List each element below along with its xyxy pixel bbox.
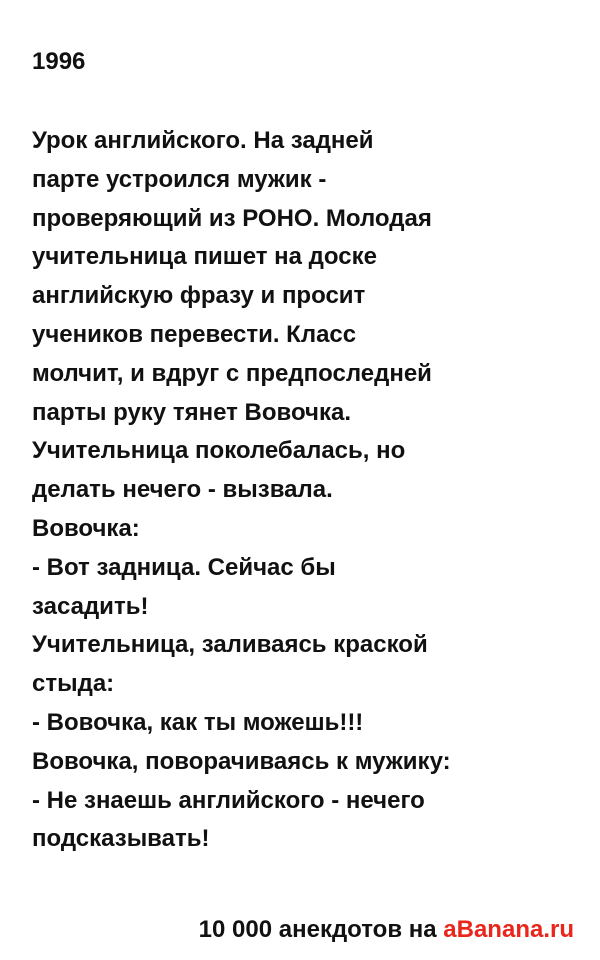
joke-line: Вовочка:: [32, 514, 140, 542]
joke-line: Урок английского. На задней: [32, 127, 374, 154]
joke-text: [32, 122, 572, 859]
joke-line: молчит, и вдруг с предпоследней: [32, 359, 432, 387]
joke-year: 1996: [32, 48, 86, 75]
joke-line: стыда:: [32, 670, 115, 698]
footer-text: 10 000 анекдотов на: [198, 916, 444, 943]
joke-line: Учительница поколебалась, но: [32, 437, 406, 465]
site-brand-link[interactable]: aBanana.ru: [443, 916, 574, 943]
joke-line: - Вовочка, как ты можешь!!!: [32, 708, 364, 736]
joke-line: парты руку тянет Вовочка.: [32, 398, 351, 426]
joke-line: - Вот задница. Сейчас бы: [32, 553, 336, 581]
joke-line: подсказывать!: [32, 825, 210, 853]
joke-line: Учительница, заливаясь краской: [32, 631, 428, 659]
joke-line: английскую фразу и просит: [32, 282, 366, 310]
site-footer: [199, 912, 574, 948]
joke-line: учительница пишет на доске: [32, 243, 377, 271]
joke-line: Вовочка, поворачиваясь к мужику:: [32, 747, 451, 775]
joke-line: засадить!: [32, 592, 149, 620]
joke-line: проверяющий из РОНО. Молодая: [32, 204, 432, 232]
joke-line: учеников перевести. Класс: [32, 320, 357, 348]
joke-line: делать нечего - вызвала.: [32, 476, 333, 504]
joke-line: - Не знаешь английского - нечего: [32, 786, 425, 814]
joke-line: парте устроился мужик -: [32, 165, 327, 193]
